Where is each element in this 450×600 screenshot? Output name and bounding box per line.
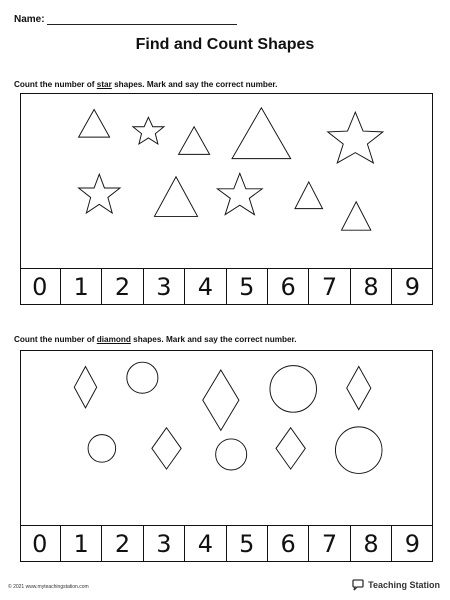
star-shape bbox=[79, 174, 120, 213]
triangle-shape bbox=[79, 110, 110, 138]
triangle-shape bbox=[342, 202, 371, 230]
name-label: Name: bbox=[14, 14, 45, 25]
star-number-0[interactable]: 0 bbox=[20, 269, 61, 304]
diamond-instruction: Count the number of diamond shapes. Mark and say the correct number. bbox=[14, 335, 297, 344]
star-number-1[interactable]: 1 bbox=[61, 269, 102, 304]
star-number-2[interactable]: 2 bbox=[102, 269, 143, 304]
star-keyword: star bbox=[96, 80, 112, 89]
name-line[interactable] bbox=[47, 14, 237, 25]
diamond-shape bbox=[347, 367, 371, 410]
circle-shape bbox=[216, 439, 247, 470]
diamond-number-7[interactable]: 7 bbox=[309, 526, 350, 561]
diamond-keyword: diamond bbox=[96, 335, 131, 344]
diamond-number-1[interactable]: 1 bbox=[61, 526, 102, 561]
star-number-6[interactable]: 6 bbox=[268, 269, 309, 304]
star-number-row bbox=[20, 268, 433, 304]
circle-shape bbox=[88, 435, 116, 463]
diamond-shapes-area bbox=[21, 351, 431, 501]
diamond-shape bbox=[203, 370, 239, 430]
star-panel bbox=[20, 93, 433, 305]
star-shapes-area bbox=[21, 94, 431, 244]
circle-shape bbox=[335, 427, 382, 474]
star-instruction: Count the number of star shapes. Mark and say the correct number. bbox=[14, 80, 278, 89]
star-number-9[interactable]: 9 bbox=[404, 272, 420, 301]
star-number-3[interactable]: 3 bbox=[144, 269, 185, 304]
brand-name: Teaching Station bbox=[368, 580, 440, 590]
star-number-5[interactable]: 5 bbox=[227, 269, 268, 304]
diamond-number-8[interactable]: 8 bbox=[351, 526, 392, 561]
star-shape bbox=[328, 112, 383, 163]
triangle-shape bbox=[295, 182, 323, 209]
circle-shape bbox=[270, 366, 317, 413]
triangle-shape bbox=[232, 108, 291, 159]
triangle-shape bbox=[154, 177, 197, 217]
diamond-number-4[interactable]: 4 bbox=[185, 526, 226, 561]
star-number-7[interactable]: 7 bbox=[309, 269, 350, 304]
diamond-panel bbox=[20, 350, 433, 562]
diamond-number-row bbox=[20, 525, 433, 561]
name-field[interactable] bbox=[14, 14, 237, 25]
diamond-number-6[interactable]: 6 bbox=[268, 526, 309, 561]
diamond-shape bbox=[276, 428, 305, 469]
circle-shape bbox=[127, 362, 158, 393]
copyright-text: © 2021 www.myteachingstation.com bbox=[8, 584, 89, 590]
diamond-number-5[interactable]: 5 bbox=[227, 526, 268, 561]
star-number-8[interactable]: 8 bbox=[351, 269, 392, 304]
teaching-station-logo-icon bbox=[351, 579, 365, 591]
diamond-shape bbox=[152, 428, 181, 469]
star-shape bbox=[217, 173, 262, 214]
star-number-4[interactable]: 4 bbox=[185, 269, 226, 304]
star-shape bbox=[133, 117, 164, 144]
diamond-number-3[interactable]: 3 bbox=[144, 526, 185, 561]
diamond-shape bbox=[74, 367, 96, 408]
brand-logo bbox=[351, 579, 440, 591]
diamond-number-2[interactable]: 2 bbox=[102, 526, 143, 561]
page-title: Find and Count Shapes bbox=[135, 36, 315, 53]
diamond-number-9[interactable]: 9 bbox=[404, 529, 420, 558]
triangle-shape bbox=[179, 127, 210, 155]
diamond-number-0[interactable]: 0 bbox=[20, 526, 61, 561]
